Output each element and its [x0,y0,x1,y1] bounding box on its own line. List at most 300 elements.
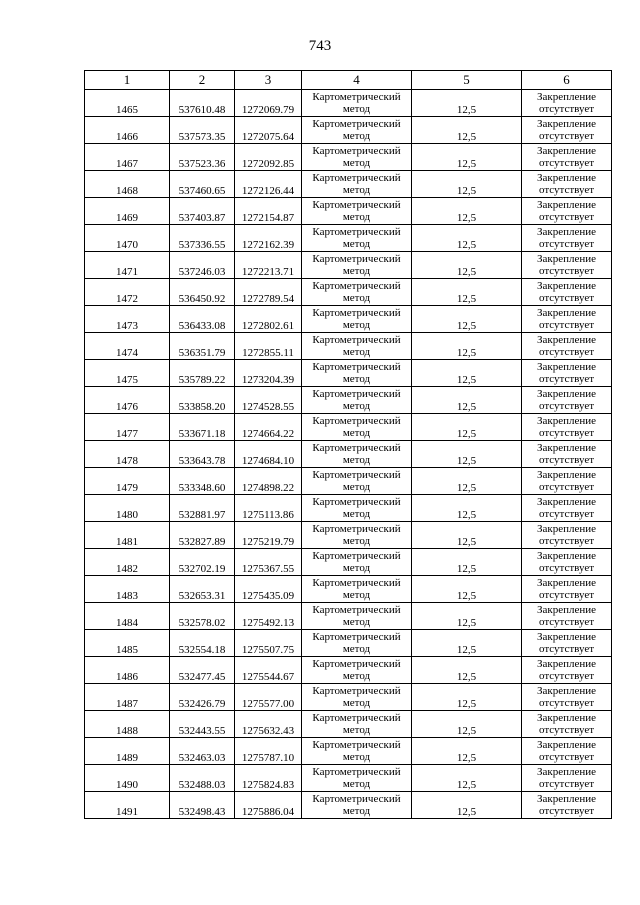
fixation-line-2: отсутствует [538,481,595,493]
fixation-line-2: отсутствует [538,805,595,817]
method-line-2: метод [342,319,371,331]
x-coordinate-cell: 532443.55 [170,711,235,738]
x-coordinate-cell: 532488.03 [170,765,235,792]
method-line-1: Картометрический [312,712,401,724]
accuracy-cell: 12,5 [412,630,522,657]
method-line-2: метод [342,751,371,763]
fixation-cell [522,495,612,522]
fixation-cell [522,225,612,252]
accuracy-cell: 12,5 [412,90,522,117]
method-line-1: Картометрический [312,172,401,184]
method-line-1: Картометрический [312,793,401,805]
fixation-cell [522,306,612,333]
x-coordinate-cell: 533671.18 [170,414,235,441]
method-line-1: Картометрический [312,739,401,751]
method-line-2: метод [342,346,371,358]
method-line-1: Картометрический [312,523,401,535]
fixation-cell [522,738,612,765]
accuracy-cell: 12,5 [412,549,522,576]
point-number-cell: 1490 [85,765,170,792]
fixation-line-2: отсутствует [538,130,595,142]
accuracy-cell: 12,5 [412,225,522,252]
method-line-1: Картометрический [312,766,401,778]
x-coordinate-cell: 536450.92 [170,279,235,306]
y-coordinate-cell: 1274898.22 [235,468,302,495]
method-cell [302,630,412,657]
method-line-1: Картометрический [312,280,401,292]
accuracy-cell: 12,5 [412,360,522,387]
fixation-cell [522,333,612,360]
table-row [85,414,612,441]
fixation-cell [522,171,612,198]
fixation-line-1: Закрепление [536,469,597,481]
fixation-cell [522,360,612,387]
method-line-1: Картометрический [312,685,401,697]
method-line-2: метод [342,427,371,439]
column-header-5: 5 [412,71,522,90]
fixation-line-2: отсутствует [538,238,595,250]
method-line-1: Картометрический [312,442,401,454]
fixation-line-1: Закрепление [536,739,597,751]
fixation-cell [522,576,612,603]
method-cell [302,711,412,738]
accuracy-cell: 12,5 [412,198,522,225]
method-cell [302,657,412,684]
method-cell [302,333,412,360]
y-coordinate-cell: 1272789.54 [235,279,302,306]
table-row [85,144,612,171]
fixation-line-1: Закрепление [536,118,597,130]
fixation-line-1: Закрепление [536,415,597,427]
y-coordinate-cell: 1274528.55 [235,387,302,414]
fixation-cell [522,630,612,657]
point-number-cell: 1479 [85,468,170,495]
fixation-line-2: отсутствует [538,292,595,304]
point-number-cell: 1488 [85,711,170,738]
method-line-1: Картометрический [312,658,401,670]
method-line-2: метод [342,454,371,466]
point-number-cell: 1486 [85,657,170,684]
method-line-1: Картометрический [312,91,401,103]
x-coordinate-cell: 532578.02 [170,603,235,630]
table-row [85,198,612,225]
accuracy-cell: 12,5 [412,252,522,279]
fixation-cell [522,603,612,630]
method-line-2: метод [342,400,371,412]
table-row [85,765,612,792]
table-row [85,549,612,576]
fixation-line-2: отсутствует [538,103,595,115]
table-row [85,468,612,495]
accuracy-cell: 12,5 [412,522,522,549]
fixation-cell [522,144,612,171]
x-coordinate-cell: 532554.18 [170,630,235,657]
x-coordinate-cell: 532702.19 [170,549,235,576]
fixation-line-2: отсутствует [538,454,595,466]
method-cell [302,495,412,522]
method-line-2: метод [342,535,371,547]
x-coordinate-cell: 533348.60 [170,468,235,495]
method-line-1: Картометрический [312,604,401,616]
method-line-2: метод [342,184,371,196]
method-cell [302,171,412,198]
method-cell [302,225,412,252]
y-coordinate-cell: 1275824.83 [235,765,302,792]
y-coordinate-cell: 1275787.10 [235,738,302,765]
method-line-1: Картометрический [312,253,401,265]
y-coordinate-cell: 1272069.79 [235,90,302,117]
accuracy-cell: 12,5 [412,495,522,522]
y-coordinate-cell: 1275492.13 [235,603,302,630]
fixation-line-2: отсутствует [538,346,595,358]
fixation-line-2: отсутствует [538,319,595,331]
point-number-cell: 1465 [85,90,170,117]
point-number-cell: 1469 [85,198,170,225]
fixation-line-1: Закрепление [536,577,597,589]
table-row [85,306,612,333]
fixation-cell [522,90,612,117]
y-coordinate-cell: 1275632.43 [235,711,302,738]
table-row [85,441,612,468]
fixation-cell [522,765,612,792]
fixation-cell [522,684,612,711]
fixation-cell [522,441,612,468]
method-line-2: метод [342,562,371,574]
fixation-line-2: отсутствует [538,535,595,547]
method-cell [302,684,412,711]
method-line-1: Картометрический [312,226,401,238]
fixation-line-1: Закрепление [536,280,597,292]
table-row [85,90,612,117]
fixation-line-1: Закрепление [536,658,597,670]
point-number-cell: 1489 [85,738,170,765]
method-cell [302,90,412,117]
y-coordinate-cell: 1272802.61 [235,306,302,333]
fixation-line-1: Закрепление [536,226,597,238]
table-row [85,171,612,198]
method-line-1: Картометрический [312,496,401,508]
method-line-1: Картометрический [312,118,401,130]
method-line-2: метод [342,778,371,790]
table-row [85,387,612,414]
point-number-cell: 1471 [85,252,170,279]
coordinates-table [84,70,612,819]
column-header-6: 6 [522,71,612,90]
table-row [85,252,612,279]
method-line-1: Картометрический [312,361,401,373]
y-coordinate-cell: 1274664.22 [235,414,302,441]
x-coordinate-cell: 537523.36 [170,144,235,171]
accuracy-cell: 12,5 [412,765,522,792]
accuracy-cell: 12,5 [412,171,522,198]
method-cell [302,765,412,792]
method-line-2: метод [342,265,371,277]
y-coordinate-cell: 1275113.86 [235,495,302,522]
method-line-2: метод [342,130,371,142]
fixation-line-1: Закрепление [536,442,597,454]
fixation-line-2: отсутствует [538,427,595,439]
fixation-line-1: Закрепление [536,307,597,319]
fixation-line-1: Закрепление [536,388,597,400]
method-cell [302,414,412,441]
fixation-cell [522,198,612,225]
x-coordinate-cell: 532477.45 [170,657,235,684]
fixation-line-2: отсутствует [538,184,595,196]
accuracy-cell: 12,5 [412,684,522,711]
method-line-1: Картометрический [312,145,401,157]
x-coordinate-cell: 537403.87 [170,198,235,225]
method-line-2: метод [342,670,371,682]
method-line-2: метод [342,643,371,655]
fixation-line-1: Закрепление [536,172,597,184]
x-coordinate-cell: 532827.89 [170,522,235,549]
fixation-line-1: Закрепление [536,91,597,103]
fixation-line-2: отсутствует [538,211,595,223]
table-row [85,117,612,144]
accuracy-cell: 12,5 [412,441,522,468]
method-cell [302,117,412,144]
table-row [85,225,612,252]
accuracy-cell: 12,5 [412,576,522,603]
x-coordinate-cell: 537246.03 [170,252,235,279]
fixation-cell [522,252,612,279]
point-number-cell: 1476 [85,387,170,414]
method-line-2: метод [342,724,371,736]
point-number-cell: 1470 [85,225,170,252]
x-coordinate-cell: 533858.20 [170,387,235,414]
y-coordinate-cell: 1274684.10 [235,441,302,468]
fixation-line-1: Закрепление [536,712,597,724]
table-body [85,90,612,819]
accuracy-cell: 12,5 [412,603,522,630]
y-coordinate-cell: 1275577.00 [235,684,302,711]
table-row [85,684,612,711]
y-coordinate-cell: 1272092.85 [235,144,302,171]
fixation-line-2: отсутствует [538,562,595,574]
fixation-line-2: отсутствует [538,724,595,736]
x-coordinate-cell: 536433.08 [170,306,235,333]
table-row [85,495,612,522]
method-line-2: метод [342,103,371,115]
method-line-2: метод [342,805,371,817]
table-header-row [85,71,612,90]
table-row [85,576,612,603]
method-line-1: Картометрический [312,631,401,643]
point-number-cell: 1473 [85,306,170,333]
fixation-line-2: отсутствует [538,751,595,763]
fixation-line-2: отсутствует [538,373,595,385]
y-coordinate-cell: 1275886.04 [235,792,302,819]
x-coordinate-cell: 532426.79 [170,684,235,711]
table-row [85,738,612,765]
y-coordinate-cell: 1275544.67 [235,657,302,684]
fixation-cell [522,711,612,738]
fixation-cell [522,522,612,549]
x-coordinate-cell: 536351.79 [170,333,235,360]
table-row [85,279,612,306]
table-row [85,333,612,360]
method-line-1: Картометрический [312,307,401,319]
method-cell [302,387,412,414]
fixation-line-1: Закрепление [536,361,597,373]
method-cell [302,576,412,603]
fixation-line-2: отсутствует [538,157,595,169]
point-number-cell: 1475 [85,360,170,387]
point-number-cell: 1477 [85,414,170,441]
method-cell [302,549,412,576]
fixation-line-1: Закрепление [536,145,597,157]
column-header-3: 3 [235,71,302,90]
method-cell [302,738,412,765]
x-coordinate-cell: 532653.31 [170,576,235,603]
point-number-cell: 1487 [85,684,170,711]
fixation-line-1: Закрепление [536,793,597,805]
table-row [85,657,612,684]
x-coordinate-cell: 537336.55 [170,225,235,252]
x-coordinate-cell: 532463.03 [170,738,235,765]
fixation-cell [522,117,612,144]
table-row [85,603,612,630]
point-number-cell: 1478 [85,441,170,468]
fixation-line-2: отсутствует [538,670,595,682]
column-header-2: 2 [170,71,235,90]
accuracy-cell: 12,5 [412,306,522,333]
point-number-cell: 1483 [85,576,170,603]
accuracy-cell: 12,5 [412,387,522,414]
method-cell [302,792,412,819]
method-line-2: метод [342,697,371,709]
method-line-1: Картометрический [312,388,401,400]
y-coordinate-cell: 1275435.09 [235,576,302,603]
point-number-cell: 1474 [85,333,170,360]
method-cell [302,360,412,387]
fixation-line-2: отсутствует [538,400,595,412]
fixation-line-2: отсутствует [538,643,595,655]
method-cell [302,603,412,630]
method-line-1: Картометрический [312,334,401,346]
accuracy-cell: 12,5 [412,333,522,360]
method-line-2: метод [342,508,371,520]
y-coordinate-cell: 1275507.75 [235,630,302,657]
y-coordinate-cell: 1272213.71 [235,252,302,279]
method-line-1: Картометрический [312,577,401,589]
y-coordinate-cell: 1275367.55 [235,549,302,576]
fixation-line-2: отсутствует [538,778,595,790]
accuracy-cell: 12,5 [412,468,522,495]
x-coordinate-cell: 537573.35 [170,117,235,144]
y-coordinate-cell: 1272126.44 [235,171,302,198]
method-cell [302,252,412,279]
x-coordinate-cell: 537610.48 [170,90,235,117]
fixation-line-1: Закрепление [536,334,597,346]
method-cell [302,522,412,549]
table-row [85,711,612,738]
fixation-line-1: Закрепление [536,523,597,535]
point-number-cell: 1481 [85,522,170,549]
y-coordinate-cell: 1272075.64 [235,117,302,144]
x-coordinate-cell: 535789.22 [170,360,235,387]
method-line-2: метод [342,373,371,385]
table-row [85,522,612,549]
method-cell [302,441,412,468]
column-header-1: 1 [85,71,170,90]
accuracy-cell: 12,5 [412,279,522,306]
x-coordinate-cell: 532498.43 [170,792,235,819]
method-cell [302,306,412,333]
point-number-cell: 1466 [85,117,170,144]
method-cell [302,279,412,306]
fixation-cell [522,414,612,441]
fixation-line-2: отсутствует [538,508,595,520]
fixation-line-1: Закрепление [536,550,597,562]
fixation-cell [522,549,612,576]
fixation-line-2: отсутствует [538,616,595,628]
fixation-cell [522,657,612,684]
point-number-cell: 1480 [85,495,170,522]
method-line-2: метод [342,589,371,601]
accuracy-cell: 12,5 [412,657,522,684]
x-coordinate-cell: 533643.78 [170,441,235,468]
fixation-cell [522,468,612,495]
fixation-cell [522,279,612,306]
fixation-line-1: Закрепление [536,631,597,643]
y-coordinate-cell: 1272162.39 [235,225,302,252]
x-coordinate-cell: 532881.97 [170,495,235,522]
point-number-cell: 1485 [85,630,170,657]
fixation-line-2: отсутствует [538,265,595,277]
fixation-line-1: Закрепление [536,199,597,211]
accuracy-cell: 12,5 [412,792,522,819]
fixation-line-1: Закрепление [536,496,597,508]
method-line-1: Картометрический [312,469,401,481]
column-header-4: 4 [302,71,412,90]
y-coordinate-cell: 1272855.11 [235,333,302,360]
accuracy-cell: 12,5 [412,117,522,144]
y-coordinate-cell: 1272154.87 [235,198,302,225]
method-line-2: метод [342,238,371,250]
y-coordinate-cell: 1275219.79 [235,522,302,549]
method-line-1: Картометрический [312,550,401,562]
method-line-2: метод [342,616,371,628]
fixation-line-1: Закрепление [536,604,597,616]
accuracy-cell: 12,5 [412,738,522,765]
table-row [85,630,612,657]
method-cell [302,198,412,225]
y-coordinate-cell: 1273204.39 [235,360,302,387]
point-number-cell: 1484 [85,603,170,630]
method-cell [302,144,412,171]
point-number-cell: 1491 [85,792,170,819]
fixation-line-1: Закрепление [536,766,597,778]
fixation-line-1: Закрепление [536,685,597,697]
point-number-cell: 1472 [85,279,170,306]
method-line-2: метод [342,157,371,169]
method-line-2: метод [342,481,371,493]
fixation-cell [522,387,612,414]
x-coordinate-cell: 537460.65 [170,171,235,198]
method-line-1: Картометрический [312,415,401,427]
accuracy-cell: 12,5 [412,144,522,171]
accuracy-cell: 12,5 [412,711,522,738]
point-number-cell: 1468 [85,171,170,198]
table-row [85,792,612,819]
point-number-cell: 1482 [85,549,170,576]
method-line-2: метод [342,211,371,223]
method-cell [302,468,412,495]
fixation-line-2: отсутствует [538,697,595,709]
method-line-1: Картометрический [312,199,401,211]
fixation-cell [522,792,612,819]
